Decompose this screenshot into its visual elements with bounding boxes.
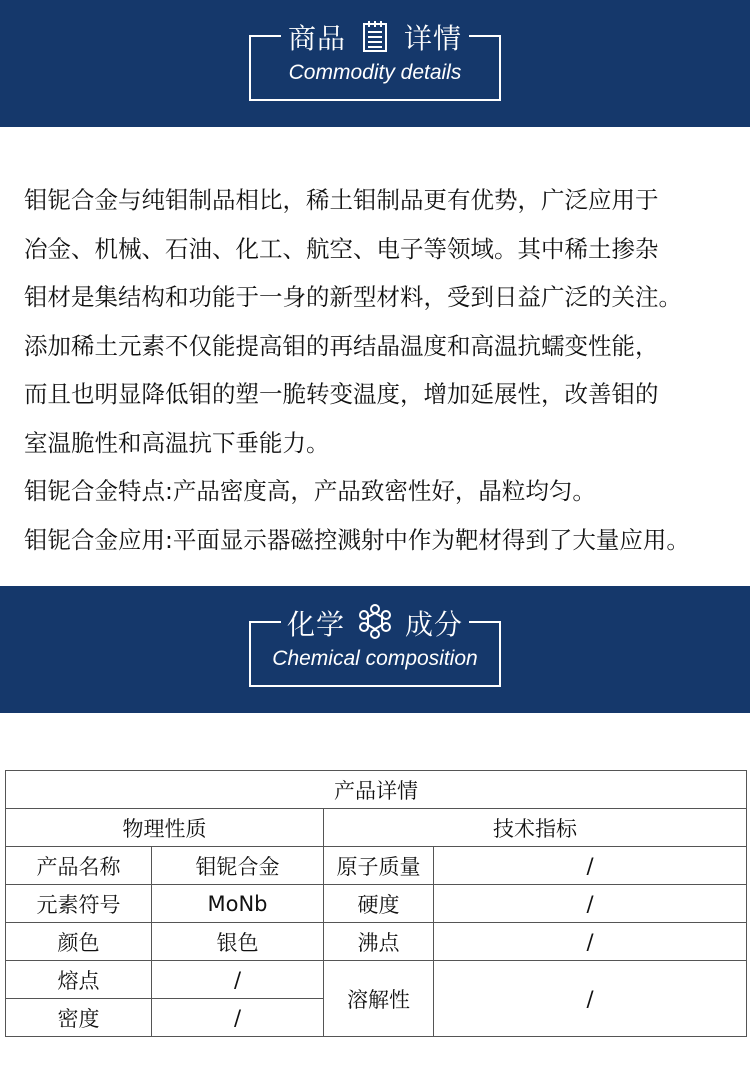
description-line: 钼铌合金与纯钼制品相比，稀土钼制品更有优势，广泛应用于	[24, 186, 659, 214]
table-cell: /	[152, 999, 324, 1037]
table-row	[6, 847, 747, 885]
table-cell: /	[434, 885, 747, 923]
description-line: 而且也明显降低钼的塑一脆转变温度，增加延展性，改善钼的	[24, 380, 659, 408]
table-cell: /	[152, 961, 324, 999]
section-title-right: 成分	[405, 608, 464, 641]
molecule-icon	[355, 604, 395, 642]
table-group-header: 物理性质	[6, 809, 324, 847]
table-cell: 颜色	[6, 923, 152, 961]
table-group-header: 技术指标	[324, 809, 747, 847]
table-cell: 产品名称	[6, 847, 152, 885]
section-title	[0, 18, 750, 56]
section-title-right: 详情	[404, 22, 463, 55]
table-caption: 产品详情	[6, 771, 747, 809]
table-cell: /	[434, 923, 747, 961]
table-cell: /	[434, 961, 747, 1037]
table-cell: 熔点	[6, 961, 152, 999]
table-row	[6, 809, 747, 847]
section-subtitle: Commodity details	[288, 61, 462, 84]
section-title	[0, 604, 750, 642]
description-line: 添加稀土元素不仅能提高钼的再结晶温度和高温抗蠕变性能，	[24, 331, 659, 360]
description-line: 室温脆性和高温抗下垂能力。	[24, 428, 330, 457]
table-cell: 原子质量	[324, 847, 434, 885]
section-subtitle: Chemical composition	[272, 647, 478, 670]
table-cell: 元素符号	[6, 885, 152, 923]
commodity-details-banner	[0, 0, 750, 127]
table-cell: /	[434, 847, 747, 885]
section-title-left: 化学	[286, 608, 345, 641]
document-icon	[358, 20, 392, 54]
table-row	[6, 961, 747, 999]
table-cell: 硬度	[324, 885, 434, 923]
product-description	[24, 176, 750, 564]
table-cell: 溶解性	[324, 961, 434, 1037]
table-row	[6, 771, 747, 809]
section-title-left: 商品	[287, 22, 346, 55]
table-row	[6, 885, 747, 923]
table-row	[6, 923, 747, 961]
chemical-composition-banner	[0, 586, 750, 713]
table-cell: 银色	[152, 923, 324, 961]
description-line: 冶金、机械、石油、化工、航空、电子等领域。其中稀土掺杂	[24, 234, 659, 263]
product-spec-table	[5, 770, 747, 1037]
table-cell: 密度	[6, 999, 152, 1037]
description-line: 钼铌合金特点:产品密度高，产品致密性好，晶粒均匀。	[24, 477, 596, 505]
table-cell: 钼铌合金	[152, 847, 324, 885]
description-line: 钼铌合金应用:平面显示器磁控溅射中作为靶材得到了大量应用。	[24, 525, 690, 554]
description-line: 钼材是集结构和功能于一身的新型材料，受到日益广泛的关注。	[24, 283, 682, 311]
table-cell: 沸点	[324, 923, 434, 961]
table-cell: MoNb	[152, 885, 324, 923]
